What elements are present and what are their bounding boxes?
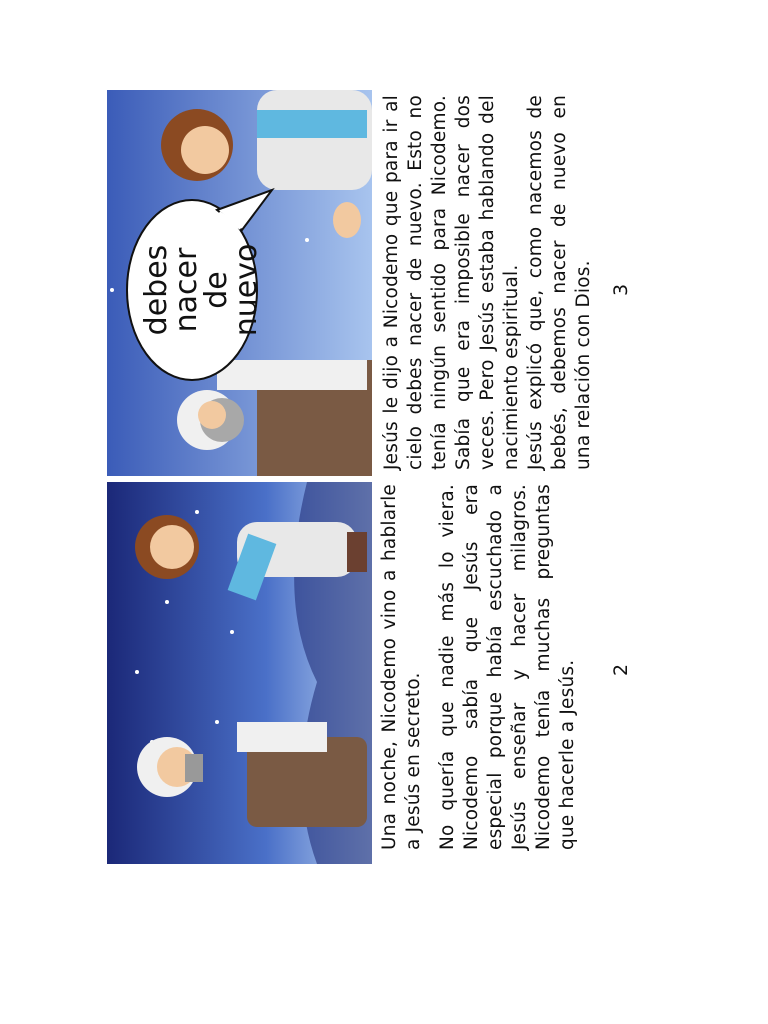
bubble-line: nacer — [169, 247, 204, 333]
speech-bubble-text — [139, 230, 264, 350]
page-number-3: 3 — [610, 283, 632, 296]
paragraph: Una noche, Nicodemo vino a hablarle a Jesús en secreto. — [379, 484, 424, 850]
paragraph: No quería que nadie más lo viera. Nicodemo sabía que Jesús era especial porque había escuchado a Jesús enseñar y hacer milagros. Nicodemo tenía muchas preguntas que hacerle a Jesús. — [437, 484, 578, 850]
illustration-page-3 — [107, 90, 372, 476]
night-scene-nicodemus-jesus — [107, 482, 372, 864]
page-3-text — [380, 95, 606, 470]
bubble-line: de nuevo — [199, 243, 264, 337]
bubble-line: debes — [139, 244, 174, 336]
paragraph: Jesús le dijo a Nicodemo que para ir al cielo debes nacer de nuevo. Esto no tenía ningún sentido para Nicodemo. Sabía que era imposible nacer dos veces. Pero Jesús estaba hablando del nacimiento espiritual. — [381, 95, 522, 470]
paragraph: Jesús explicó que, como nacemos de bebés, debemos nacer de nuevo en una relación con Dios. — [525, 95, 594, 470]
page-2-text — [378, 484, 590, 850]
illustration-page-2 — [107, 482, 372, 864]
page-number-2: 2 — [610, 663, 632, 676]
